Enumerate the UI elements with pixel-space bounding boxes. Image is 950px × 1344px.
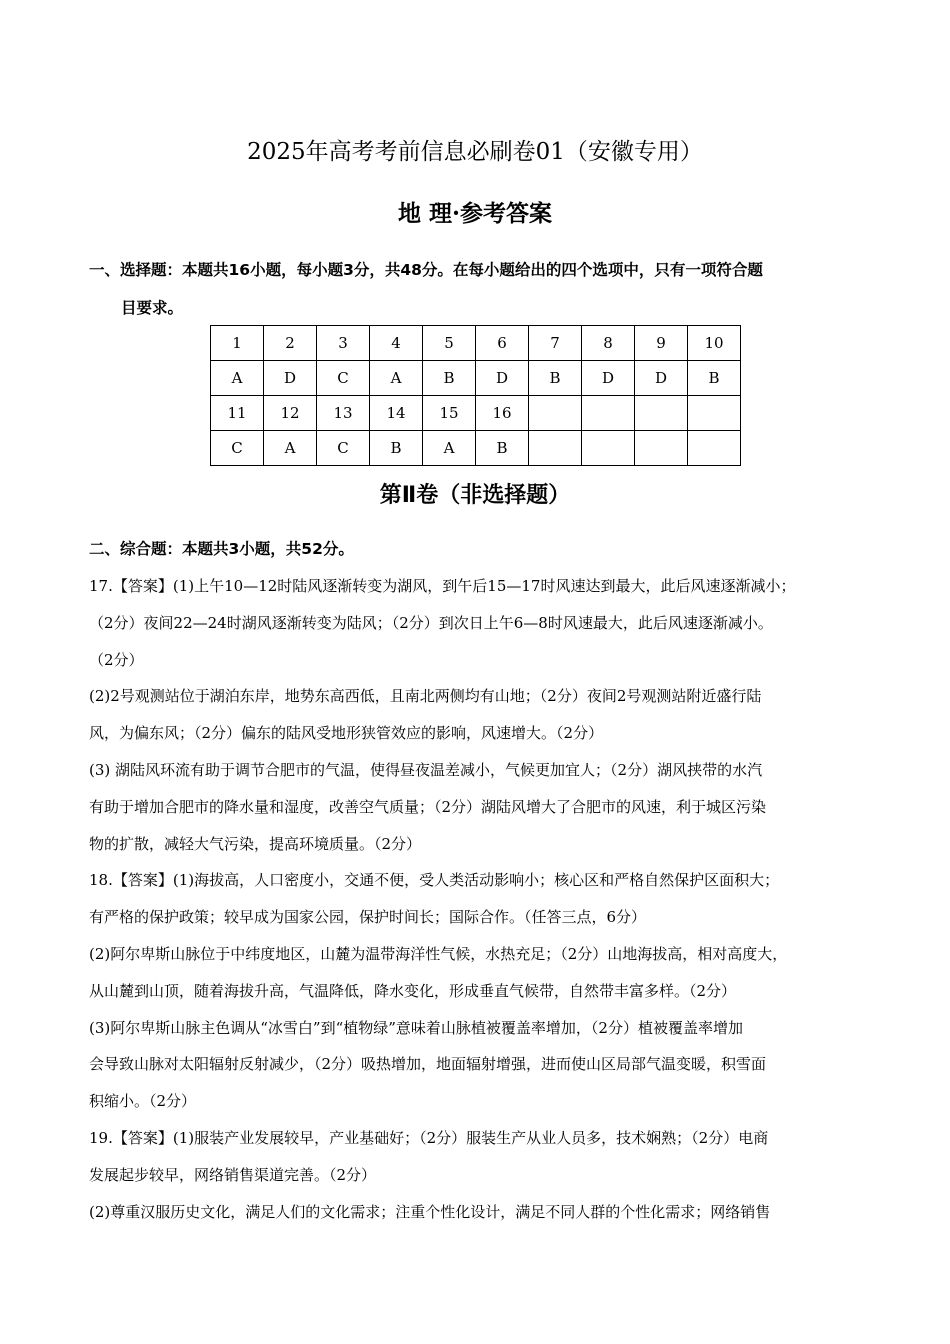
table-cell: B [423,361,476,396]
table-cell: 14 [370,396,423,431]
answer-table [210,325,741,466]
answer-line: 风，为偏东风；（2分）偏东的陆风受地形狭管效应的影响，风速增大。（2分） [89,724,604,743]
document-subtitle: 地 理·参考答案 [397,200,552,227]
answer-line: (2)2号观测站位于湖泊东岸，地势东高西低，且南北两侧均有山地；（2分）夜间2号观测站附近盛行陆 [89,687,762,706]
table-cell [529,431,582,466]
table-cell: 11 [211,396,264,431]
answer-line: (2)尊重汉服历史文化，满足人们的文化需求；注重个性化设计，满足不同人群的个性化需求；网络销售 [89,1202,771,1221]
answer-line: 从山麓到山顶，随着海拔升高，气温降低，降水变化，形成垂直气候带，自然带丰富多样。（2分） [89,981,737,1000]
answer-body [89,568,869,1230]
part2-title: 第Ⅱ卷（非选择题） [379,483,571,508]
table-cell: A [423,431,476,466]
table-cell: C [317,361,370,396]
answer-line: (3)阿尔卑斯山脉主色调从“冰雪白”到“植物绿”意味着山脉植被覆盖率增加，（2分）植被覆盖率增加 [89,1018,743,1037]
table-row [211,431,741,466]
table-cell: B [476,431,529,466]
table-cell: 3 [317,326,370,361]
table-row [211,361,741,396]
table-cell: 9 [635,326,688,361]
table-cell [582,431,635,466]
table-cell [529,396,582,431]
table-cell: B [529,361,582,396]
answer-line: 19.【答案】(1)服装产业发展较早，产业基础好；（2分）服装生产从业人员多，技术娴熟；（2分）电商 [89,1128,769,1147]
answer-line: （2分） [89,650,144,669]
table-cell: 12 [264,396,317,431]
table-cell: C [211,431,264,466]
section1-heading: 一、选择题：本题共16小题，每小题3分，共48分。在每小题给出的四个选项中，只有一项符合题 [89,261,763,279]
table-cell: 6 [476,326,529,361]
table-cell: C [317,431,370,466]
answer-line: 有严格的保护政策；较早成为国家公园，保护时间长；国际合作。（任答三点，6分） [89,908,647,927]
table-cell: 1 [211,326,264,361]
table-cell: D [264,361,317,396]
table-cell: 8 [582,326,635,361]
answer-line: （2分）夜间22—24时湖风逐渐转变为陆风；（2分）到次日上午6—8时风速最大，此后风速逐渐减小。 [89,613,773,632]
table-cell: 4 [370,326,423,361]
answer-line: 会导致山脉对太阳辐射反射减少，（2分）吸热增加，地面辐射增强，进而使山区局部气温变暖，积雪面 [89,1055,767,1074]
answer-line: 积缩小。（2分） [89,1092,197,1111]
table-cell [635,396,688,431]
table-cell: A [211,361,264,396]
answer-line: 18.【答案】(1)海拔高，人口密度小，交通不便，受人类活动影响小；核心区和严格自然保护区面积大； [89,871,780,890]
table-cell: A [264,431,317,466]
table-cell [688,396,741,431]
table-cell: 5 [423,326,476,361]
table-cell [688,431,741,466]
table-cell: D [635,361,688,396]
answer-line: 物的扩散，减轻大气污染，提高环境质量。（2分） [89,834,422,853]
section1-heading-continued: 目要求。 [121,299,184,317]
answer-line: 17.【答案】(1)上午10—12时陆风逐渐转变为湖风，到午后15—17时风速达到最大，此后风速逐渐减小； [89,577,796,595]
table-cell [582,396,635,431]
table-cell: 7 [529,326,582,361]
answer-line: 有助于增加合肥市的降水量和湿度，改善空气质量；（2分）湖陆风增大了合肥市的风速，利于城区污染 [89,797,767,816]
table-cell: D [476,361,529,396]
table-cell: 13 [317,396,370,431]
table-cell: 10 [688,326,741,361]
table-row [211,396,741,431]
table-cell: D [582,361,635,396]
answer-line: (2)阿尔卑斯山脉位于中纬度地区，山麓为温带海洋性气候，水热充足；（2分）山地海拔高，相对高度大， [89,944,788,963]
answer-line: 发展起步较早，网络销售渠道完善。（2分） [89,1165,377,1184]
section2-heading: 二、综合题：本题共3小题，共52分。 [89,540,354,558]
answer-line: (3) 湖陆风环流有助于调节合肥市的气温，使得昼夜温差减小，气候更加宜人；（2分）湖风挟带的水汽 [89,760,763,779]
table-cell: B [688,361,741,396]
table-cell: B [370,431,423,466]
table-cell: 16 [476,396,529,431]
table-cell: A [370,361,423,396]
table-cell [635,431,688,466]
table-row [211,326,741,361]
table-cell: 15 [423,396,476,431]
table-cell: 2 [264,326,317,361]
document-title: 2025年高考考前信息必刷卷01（安徽专用） [247,139,703,165]
